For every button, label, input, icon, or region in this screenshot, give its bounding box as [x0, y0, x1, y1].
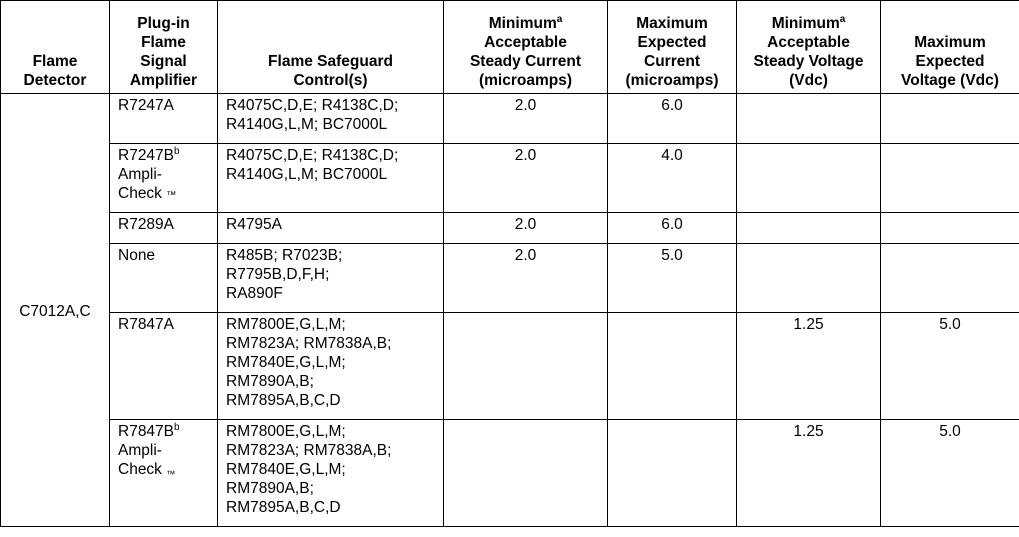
table-row	[1, 144, 1019, 213]
min-current-cell	[444, 313, 608, 420]
min-voltage-cell: 1.25	[737, 313, 881, 420]
max-current-cell: 6.0	[608, 94, 737, 144]
amplifier-cell: R7247A	[110, 94, 218, 144]
table-row	[1, 94, 1019, 144]
control-cell: R485B; R7023B; R7795B,D,F,H; RA890F	[218, 244, 444, 313]
table-row	[1, 244, 1019, 313]
min-voltage-cell	[737, 144, 881, 213]
table-row	[1, 313, 1019, 420]
header-control: Flame Safeguard Control(s)	[218, 1, 444, 94]
control-cell: RM7800E,G,L,M; RM7823A; RM7838A,B; RM7840E,G,L,M; RM7890A,B; RM7895A,B,C,D	[218, 420, 444, 527]
flame-detector-cell: C7012A,C	[1, 94, 110, 527]
max-current-cell	[608, 420, 737, 527]
header-max-voltage: Maximum Expected Voltage (Vdc)	[881, 1, 1019, 94]
max-voltage-cell: 5.0	[881, 420, 1019, 527]
max-current-cell	[608, 313, 737, 420]
min-current-cell: 2.0	[444, 244, 608, 313]
max-current-cell: 6.0	[608, 213, 737, 244]
header-min-current: Minimum$^a$ Acceptable Steady Current (microamps)	[444, 1, 608, 94]
min-current-cell: 2.0	[444, 213, 608, 244]
header-min-voltage: Minimum$^a$ Acceptable Steady Voltage (Vdc)	[737, 1, 881, 94]
min-voltage-cell	[737, 244, 881, 313]
max-voltage-cell	[881, 144, 1019, 213]
max-voltage-cell	[881, 94, 1019, 144]
trademark-mark: ™	[166, 190, 177, 201]
min-voltage-cell: 1.25	[737, 420, 881, 527]
amplifier-cell: R7847A	[110, 313, 218, 420]
min-current-cell: 2.0	[444, 94, 608, 144]
max-voltage-cell: 5.0	[881, 313, 1019, 420]
table-row	[1, 213, 1019, 244]
table-row	[1, 420, 1019, 527]
control-cell: R4075C,D,E; R4138C,D; R4140G,L,M; BC7000L	[218, 144, 444, 213]
max-voltage-cell	[881, 244, 1019, 313]
max-current-cell: 4.0	[608, 144, 737, 213]
max-current-cell: 5.0	[608, 244, 737, 313]
min-voltage-cell	[737, 213, 881, 244]
control-cell: RM7800E,G,L,M; RM7823A; RM7838A,B; RM7840E,G,L,M; RM7890A,B; RM7895A,B,C,D	[218, 313, 444, 420]
header-row	[1, 1, 1019, 94]
header-max-current: Maximum Expected Current (microamps)	[608, 1, 737, 94]
amplifier-cell: None	[110, 244, 218, 313]
amplifier-cell: R7289A	[110, 213, 218, 244]
control-cell: R4075C,D,E; R4138C,D; R4140G,L,M; BC7000L	[218, 94, 444, 144]
footnote-b-marker: b	[174, 146, 180, 157]
min-current-cell: 2.0	[444, 144, 608, 213]
footnote-a-marker: a	[556, 14, 563, 25]
max-voltage-cell	[881, 213, 1019, 244]
footnote-a-marker: a	[839, 14, 846, 25]
trademark-mark: ™	[166, 469, 176, 479]
amplifier-cell: $R7847B^b$ Ampli- Check ™	[110, 420, 218, 527]
min-current-cell	[444, 420, 608, 527]
header-flame-detector: Flame Detector	[1, 1, 110, 94]
header-amplifier: Plug-in Flame Signal Amplifier	[110, 1, 218, 94]
control-cell: R4795A	[218, 213, 444, 244]
min-voltage-cell	[737, 94, 881, 144]
footnote-b-marker: b	[174, 422, 180, 433]
amplifier-cell: $R7247B^b$ Ampli- Check ™	[110, 144, 218, 213]
